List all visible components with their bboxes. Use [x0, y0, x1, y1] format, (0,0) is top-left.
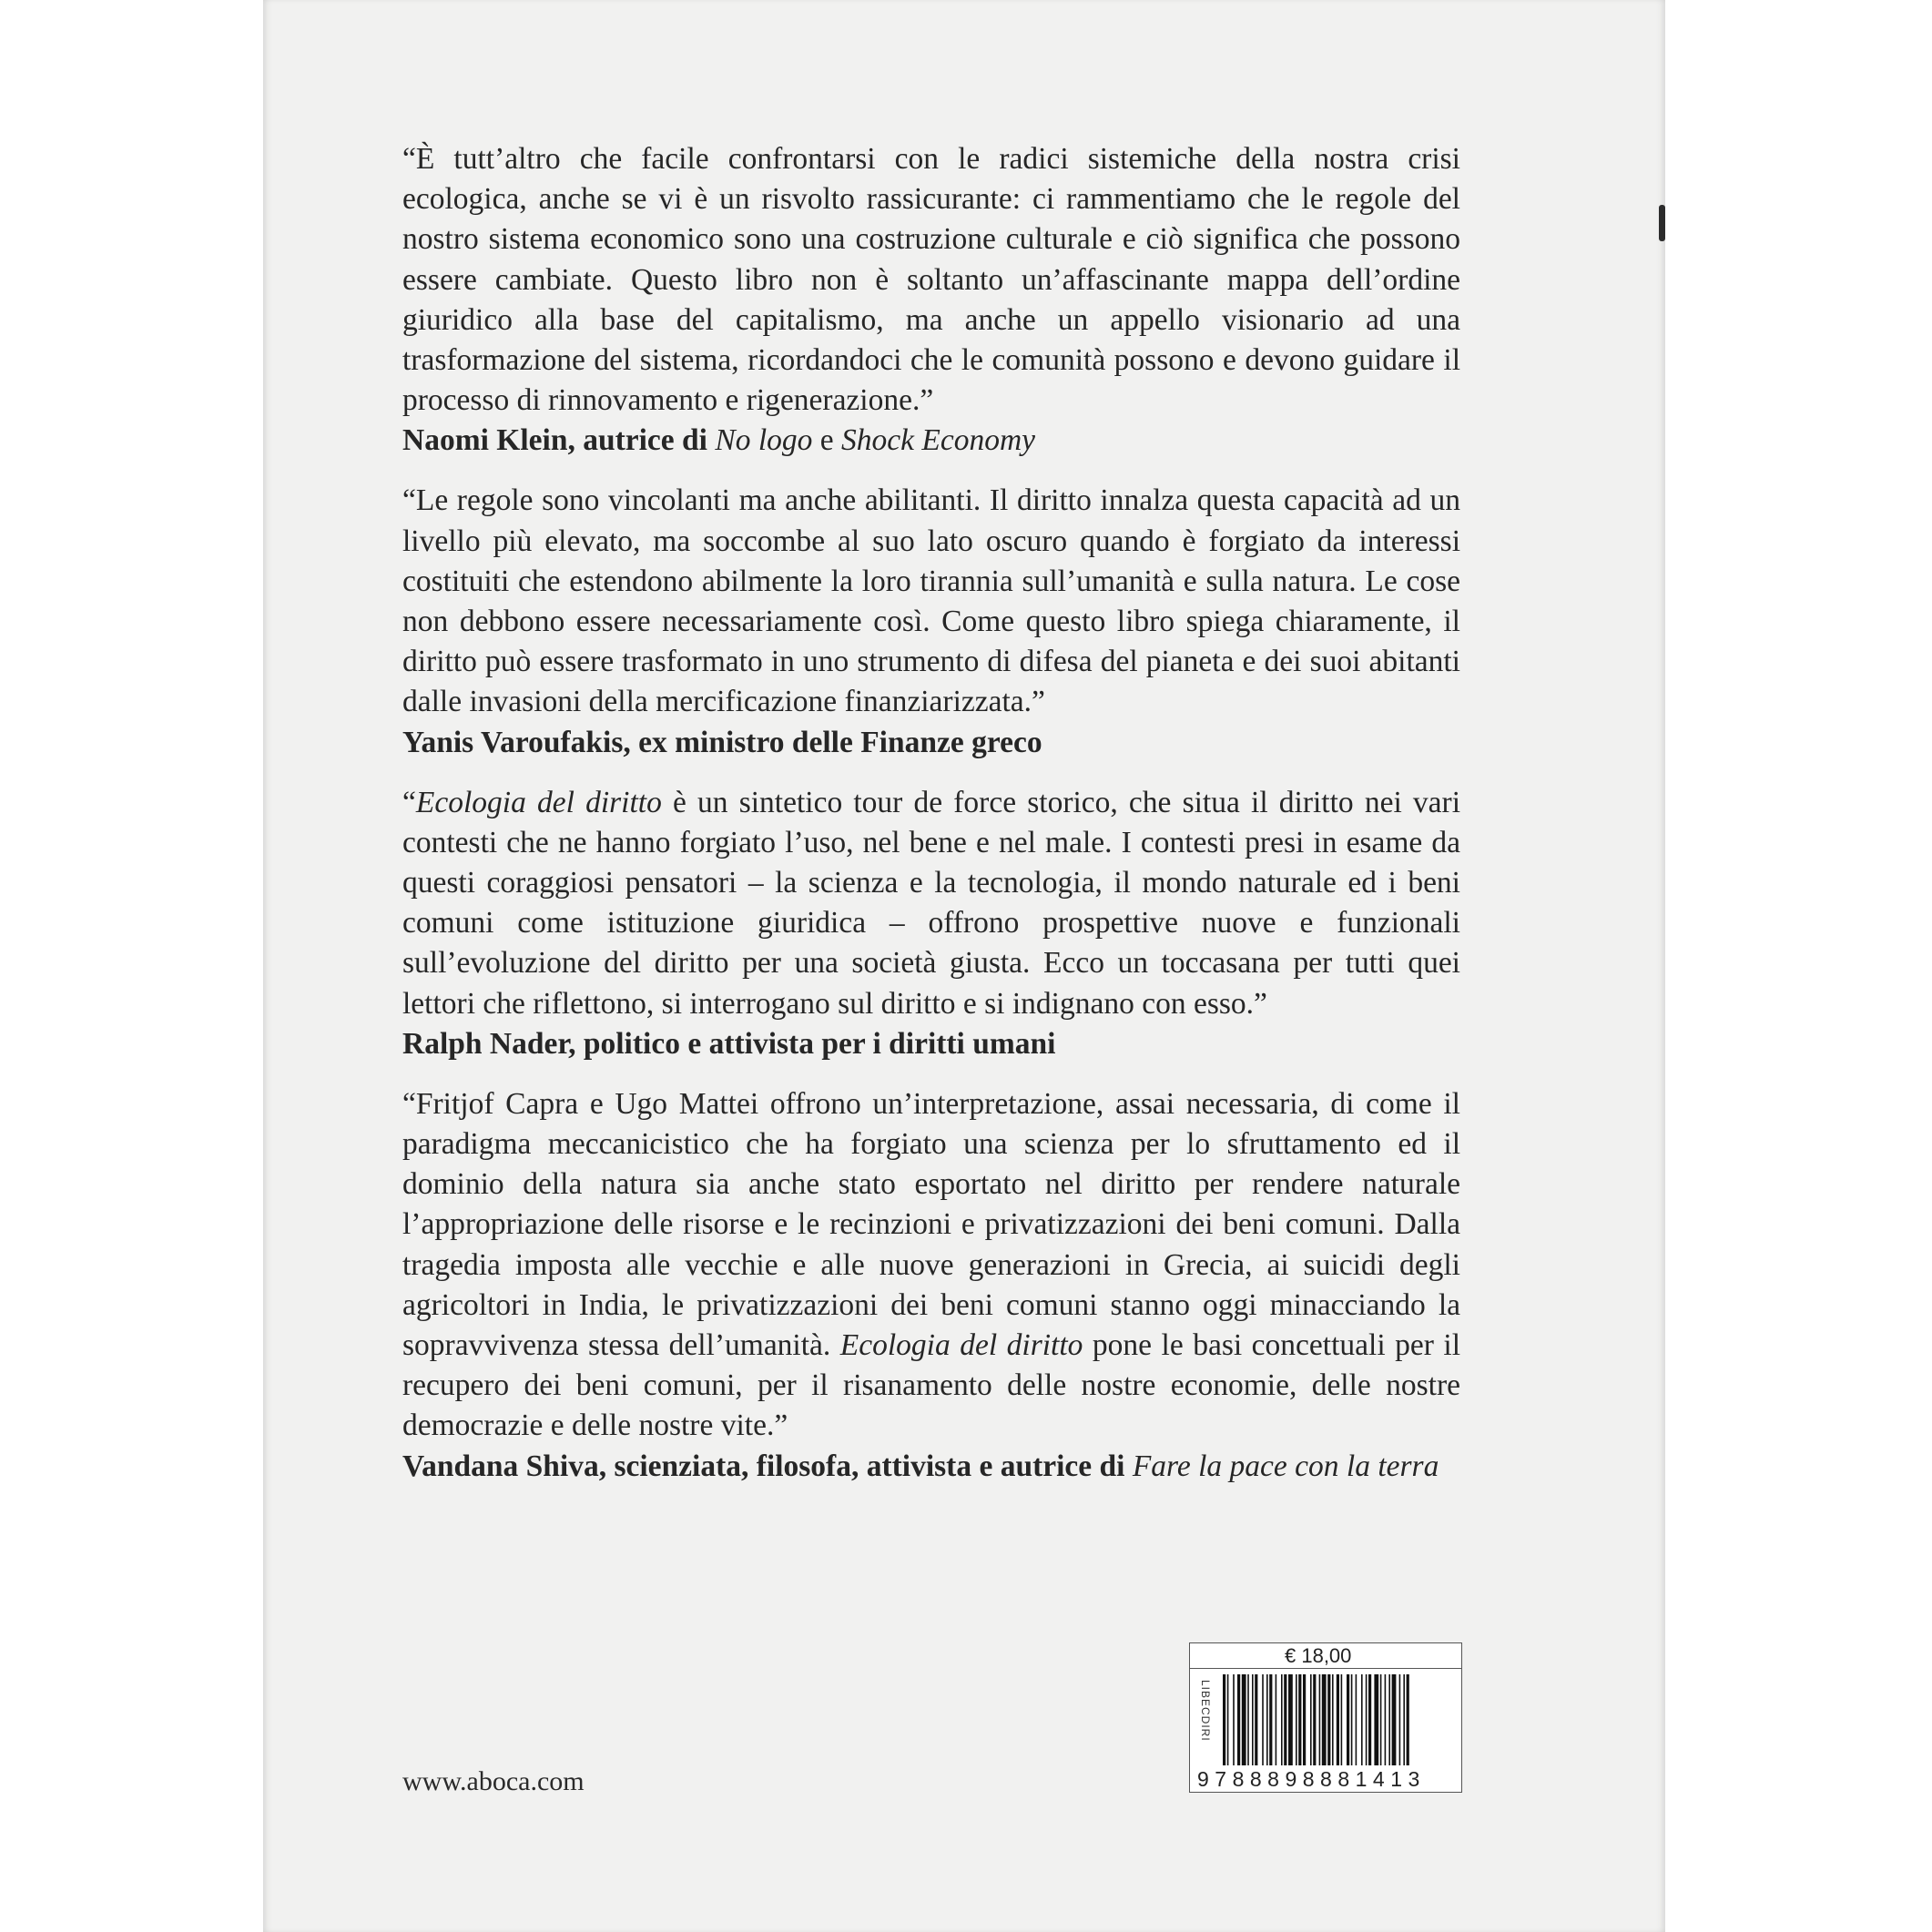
barcode-side-code: LIBECDIRI — [1199, 1680, 1212, 1742]
work-title: No logo — [715, 423, 813, 458]
quote-ralph-nader: “Ecologia del diritto è un sintetico tour de force storico, che situa il diritto nei vari contesti che ne hanno forgiato l’uso, nel bene e nel male. I contesti presi in esame da questi coraggiosi pensatori – la scienza e la tecnologia, il mondo naturale ed i beni comuni come istituzione giuridica – offrono prospettive nuove e funzionali sull’evoluzione del diritto per una società giusta. Ecco un toccasana per tutti quei lettori che riflettono, si interrogano sul diritto e si indignano con esso.” — [402, 785, 1461, 1021]
endorsements — [402, 139, 1460, 1507]
isbn-number: 9788898881413 — [1197, 1767, 1426, 1791]
attribution-yanis-varoufakis: Yanis Varoufakis, ex ministro delle Finanze greco — [402, 725, 1042, 759]
book-title: Ecologia del diritto — [415, 785, 662, 819]
barcode-icon — [1221, 1674, 1456, 1765]
quote-naomi-klein: “È tutt’altro che facile confrontarsi con le radici sistemiche della nostra crisi ecologica, anche se vi è un risvolto rassicurante: ci rammentiamo che le regole del nostro sistema economico sono una costruzione culturale e ciò significa che possono essere cambiate. Questo libro non è soltanto un’affascinante mappa dell’ordine giuridico alla base del capitalismo, ma anche un appello visionario ad una trasformazione del sistema, ricordandoci che le comunità possono e devono guidare il processo di rinnovamento e rigenerazione.” — [402, 142, 1460, 418]
price-label: € 18,00 — [1190, 1643, 1461, 1669]
attribution-naomi-klein: Naomi Klein, autrice di No logo e Shock Economy — [402, 423, 1036, 458]
publisher-website: www.aboca.com — [402, 1766, 585, 1796]
quote-vandana-shiva: “Fritjof Capra e Ugo Mattei offrono un’interpretazione, assai necessaria, di come il paradigma meccanicistico che ha forgiato una scienza per lo sfruttamento ed il dominio della natura sia anche stato esportato nel diritto per rendere naturale l’appropriazione delle risorse e le recinzioni e privatizzazioni dei beni comuni. Dalla tragedia imposta alle vecchie e alle nuove generazioni in Grecia, ai suicidi degli agricoltori in India, le privatizzazioni dei beni comuni stanno oggi minacciando la sopravvivenza stessa dell’umanità. Ecologia del diritto pone le basi concettuali per il recupero dei beni comuni, per il risanamento delle nostre economie, delle nostre democrazie e delle nostre vite.” — [402, 1086, 1461, 1443]
barcode-panel — [1189, 1642, 1462, 1793]
attribution-ralph-nader: Ralph Nader, politico e attivista per i diritti umani — [402, 1026, 1056, 1061]
attribution-vandana-shiva: Vandana Shiva, scienziata, filosofa, attivista e autrice di Fare la pace con la terra — [402, 1449, 1439, 1483]
quote-yanis-varoufakis: “Le regole sono vincolanti ma anche abilitanti. Il diritto innalza questa capacità ad un livello più elevato, ma soccombe al suo lato oscuro quando è forgiato da interessi costituiti che estendono abilmente la loro tirannia sull’umanità e sulla natura. Le cose non debbono essere necessariamente così. Come questo libro spiega chiaramente, il diritto può essere trasformato in uno strumento di difesa del pianeta e dei suoi abitanti dalle invasioni della mercificazione finanziarizzata.” — [402, 483, 1460, 719]
cover-edge-mark — [1659, 205, 1665, 241]
work-title: Shock Economy — [841, 423, 1036, 458]
book-title: Ecologia del diritto — [839, 1328, 1083, 1363]
work-title: Fare la pace con la terra — [1132, 1449, 1439, 1483]
